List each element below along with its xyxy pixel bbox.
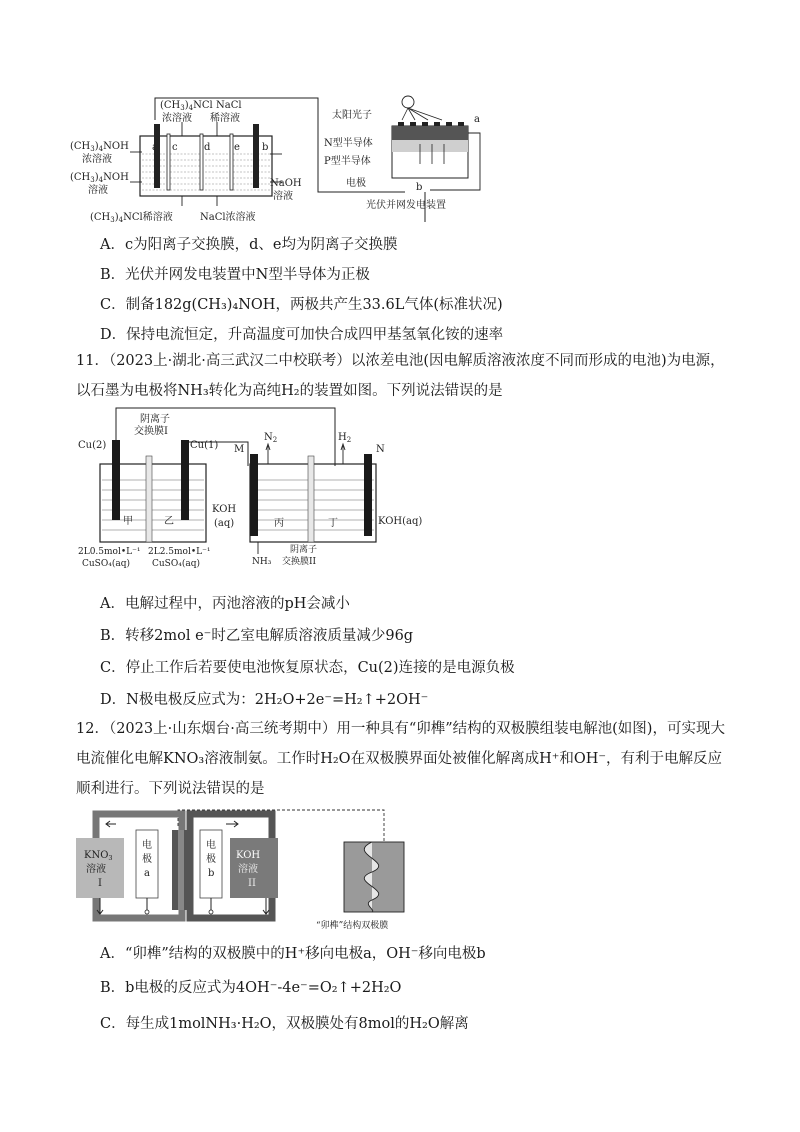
q11-text: 以浓差电池(因电解质溶液浓度不同而形成的电池)为电源，以石墨为电极将NH₃转化为高纯H₂的装置如图。下列说法错误的是	[76, 353, 725, 399]
svg-text:“卯榫”结构双极膜: “卯榫”结构双极膜	[316, 921, 389, 931]
figure-concentration-cell	[78, 404, 423, 574]
svg-text:溶液: 溶液	[273, 191, 293, 202]
svg-text:M: M	[234, 444, 245, 455]
q10-option-b: B．光伏并网发电装置中N型半导体为正极	[100, 267, 370, 283]
q11-option-c: C．停止工作后若要使电池恢复原状态，Cu(2)连接的是电源负极	[100, 660, 515, 676]
svg-text:e: e	[234, 142, 240, 153]
svg-text:a: a	[144, 868, 150, 879]
svg-text:N2: $N_2$	[264, 432, 278, 444]
svg-text:极: 极	[142, 854, 152, 865]
q11-option-b: B．转移2mol e⁻时乙室电解质溶液质量减少96g	[100, 628, 414, 644]
svg-text:浓溶液: 浓溶液	[162, 113, 192, 124]
svg-text:P型半导体: P型半导体	[324, 156, 371, 167]
svg-text:H2: $H_2$	[338, 432, 352, 444]
svg-text:NaOH: NaOH	[270, 178, 302, 189]
q11-source: （2023上·湖北·高三武汉二中校联考）	[108, 353, 351, 369]
q11-option-d: D．N极电极反应式为：2H₂O+2e⁻=H₂↑+2OH⁻	[100, 692, 429, 708]
svg-text:c: c	[172, 142, 178, 153]
figure-electrolysis-photovoltaic	[70, 94, 490, 230]
svg-text:N型半导体: N型半导体	[324, 138, 373, 149]
svg-text:KOH: KOH	[236, 850, 261, 861]
q11-stem	[76, 346, 736, 406]
q10-option-d: D．保持电流恒定，升高温度可加快合成四甲基氢氧化铵的速率	[100, 327, 504, 343]
svg-text:Cu(2): Cu(2)	[78, 440, 107, 451]
svg-text:乙: 乙	[164, 516, 174, 527]
svg-text:(CH3)4NCl稀溶液: $(CH_3)_4NCl$稀溶液	[90, 212, 173, 224]
q11-number: 11．	[76, 353, 109, 369]
svg-text:光伏并网发电装置: 光伏并网发电装置	[366, 200, 446, 211]
svg-text:I: I	[98, 878, 102, 889]
svg-text:太阳光子: 太阳光子	[332, 110, 372, 121]
svg-text:丙: 丙	[274, 518, 284, 529]
svg-text:电极: 电极	[346, 178, 366, 189]
svg-text:CuSO₄(aq): CuSO₄(aq)	[152, 559, 200, 569]
svg-text:b: b	[208, 868, 215, 879]
svg-text:a: a	[474, 114, 480, 125]
svg-text:b: b	[262, 142, 269, 153]
svg-text:KOH: KOH	[212, 504, 237, 515]
svg-text:Cu(1): Cu(1)	[190, 440, 219, 451]
figure-bipolar-membrane-cell	[76, 806, 436, 934]
q12-option-c: C．每生成1molNH₃·H₂O，双极膜处有8mol的H₂O解离	[100, 1016, 469, 1032]
q12-stem	[76, 714, 736, 804]
svg-text:交换膜I: 交换膜I	[134, 426, 168, 437]
q10-option-a: A．c为阳离子交换膜，d、e均为阴离子交换膜	[100, 237, 398, 253]
svg-text:电: 电	[142, 840, 152, 851]
q10-option-c: C．制备182g(CH₃)₄NOH，两极共产生33.6L气体(标准状况)	[100, 297, 503, 313]
svg-text:a: a	[152, 142, 158, 153]
svg-text:阴离子: 阴离子	[140, 414, 170, 425]
svg-text:溶液: 溶液	[86, 864, 106, 875]
svg-text:II: II	[248, 878, 256, 889]
svg-text:浓溶液: 浓溶液	[82, 154, 112, 165]
svg-text:CuSO₄(aq): CuSO₄(aq)	[82, 559, 130, 569]
q11-option-a: A．电解过程中，丙池溶液的pH会减小	[100, 596, 350, 612]
q12-source: （2023上·山东烟台·高三统考期中）	[108, 721, 337, 737]
svg-text:NH₃: NH₃	[252, 557, 272, 567]
svg-text:NaCl: NaCl	[216, 100, 242, 111]
svg-text:电: 电	[206, 840, 216, 851]
svg-text:(CH3)4NOH: $(CH_3)_4NOH$	[70, 172, 129, 184]
svg-text:KOH(aq): KOH(aq)	[378, 516, 423, 527]
svg-text:d: d	[204, 142, 211, 153]
svg-text:甲: 甲	[123, 516, 133, 527]
q12-option-b: B．b电极的反应式为4OH⁻-4e⁻=O₂↑+2H₂O	[100, 980, 402, 996]
svg-text:2L0.5mol•L⁻¹: 2L0.5mol•L⁻¹	[78, 547, 141, 557]
svg-text:丁: 丁	[328, 518, 338, 529]
q12-number: 12．	[76, 721, 109, 737]
svg-text:N: N	[376, 444, 385, 455]
svg-text:NaCl浓溶液: NaCl浓溶液	[200, 212, 256, 223]
q12-option-a: A．“卯榫”结构的双极膜中的H⁺移向电极a，OH⁻移向电极b	[100, 946, 486, 962]
svg-text:b: b	[416, 182, 423, 193]
svg-text:(CH3)4NCl: $(CH_3)_4NCl$	[160, 100, 213, 112]
svg-text:稀溶液: 稀溶液	[210, 113, 240, 124]
q12-text: 用一种具有“卯榫”结构的双极膜组装电解池(如图)，可实现大电流催化电解KNO₃溶液制氨。工作时H₂O在双极膜界面处被催化解离成H⁺和OH⁻，有利于电解反应顺利进行。下列说法错误的是	[76, 721, 725, 797]
svg-text:(aq): (aq)	[214, 518, 235, 529]
svg-text:KNO3: $KNO_3$	[84, 850, 113, 862]
svg-text:交换膜II: 交换膜II	[282, 557, 317, 567]
svg-text:(CH3)4NOH: $(CH_3)_4NOH$	[70, 141, 129, 153]
svg-text:溶液: 溶液	[88, 185, 108, 196]
svg-text:阴离子: 阴离子	[290, 545, 318, 555]
svg-text:极: 极	[206, 854, 216, 865]
svg-text:溶液: 溶液	[238, 864, 258, 875]
svg-text:2L2.5mol•L⁻¹: 2L2.5mol•L⁻¹	[148, 547, 211, 557]
